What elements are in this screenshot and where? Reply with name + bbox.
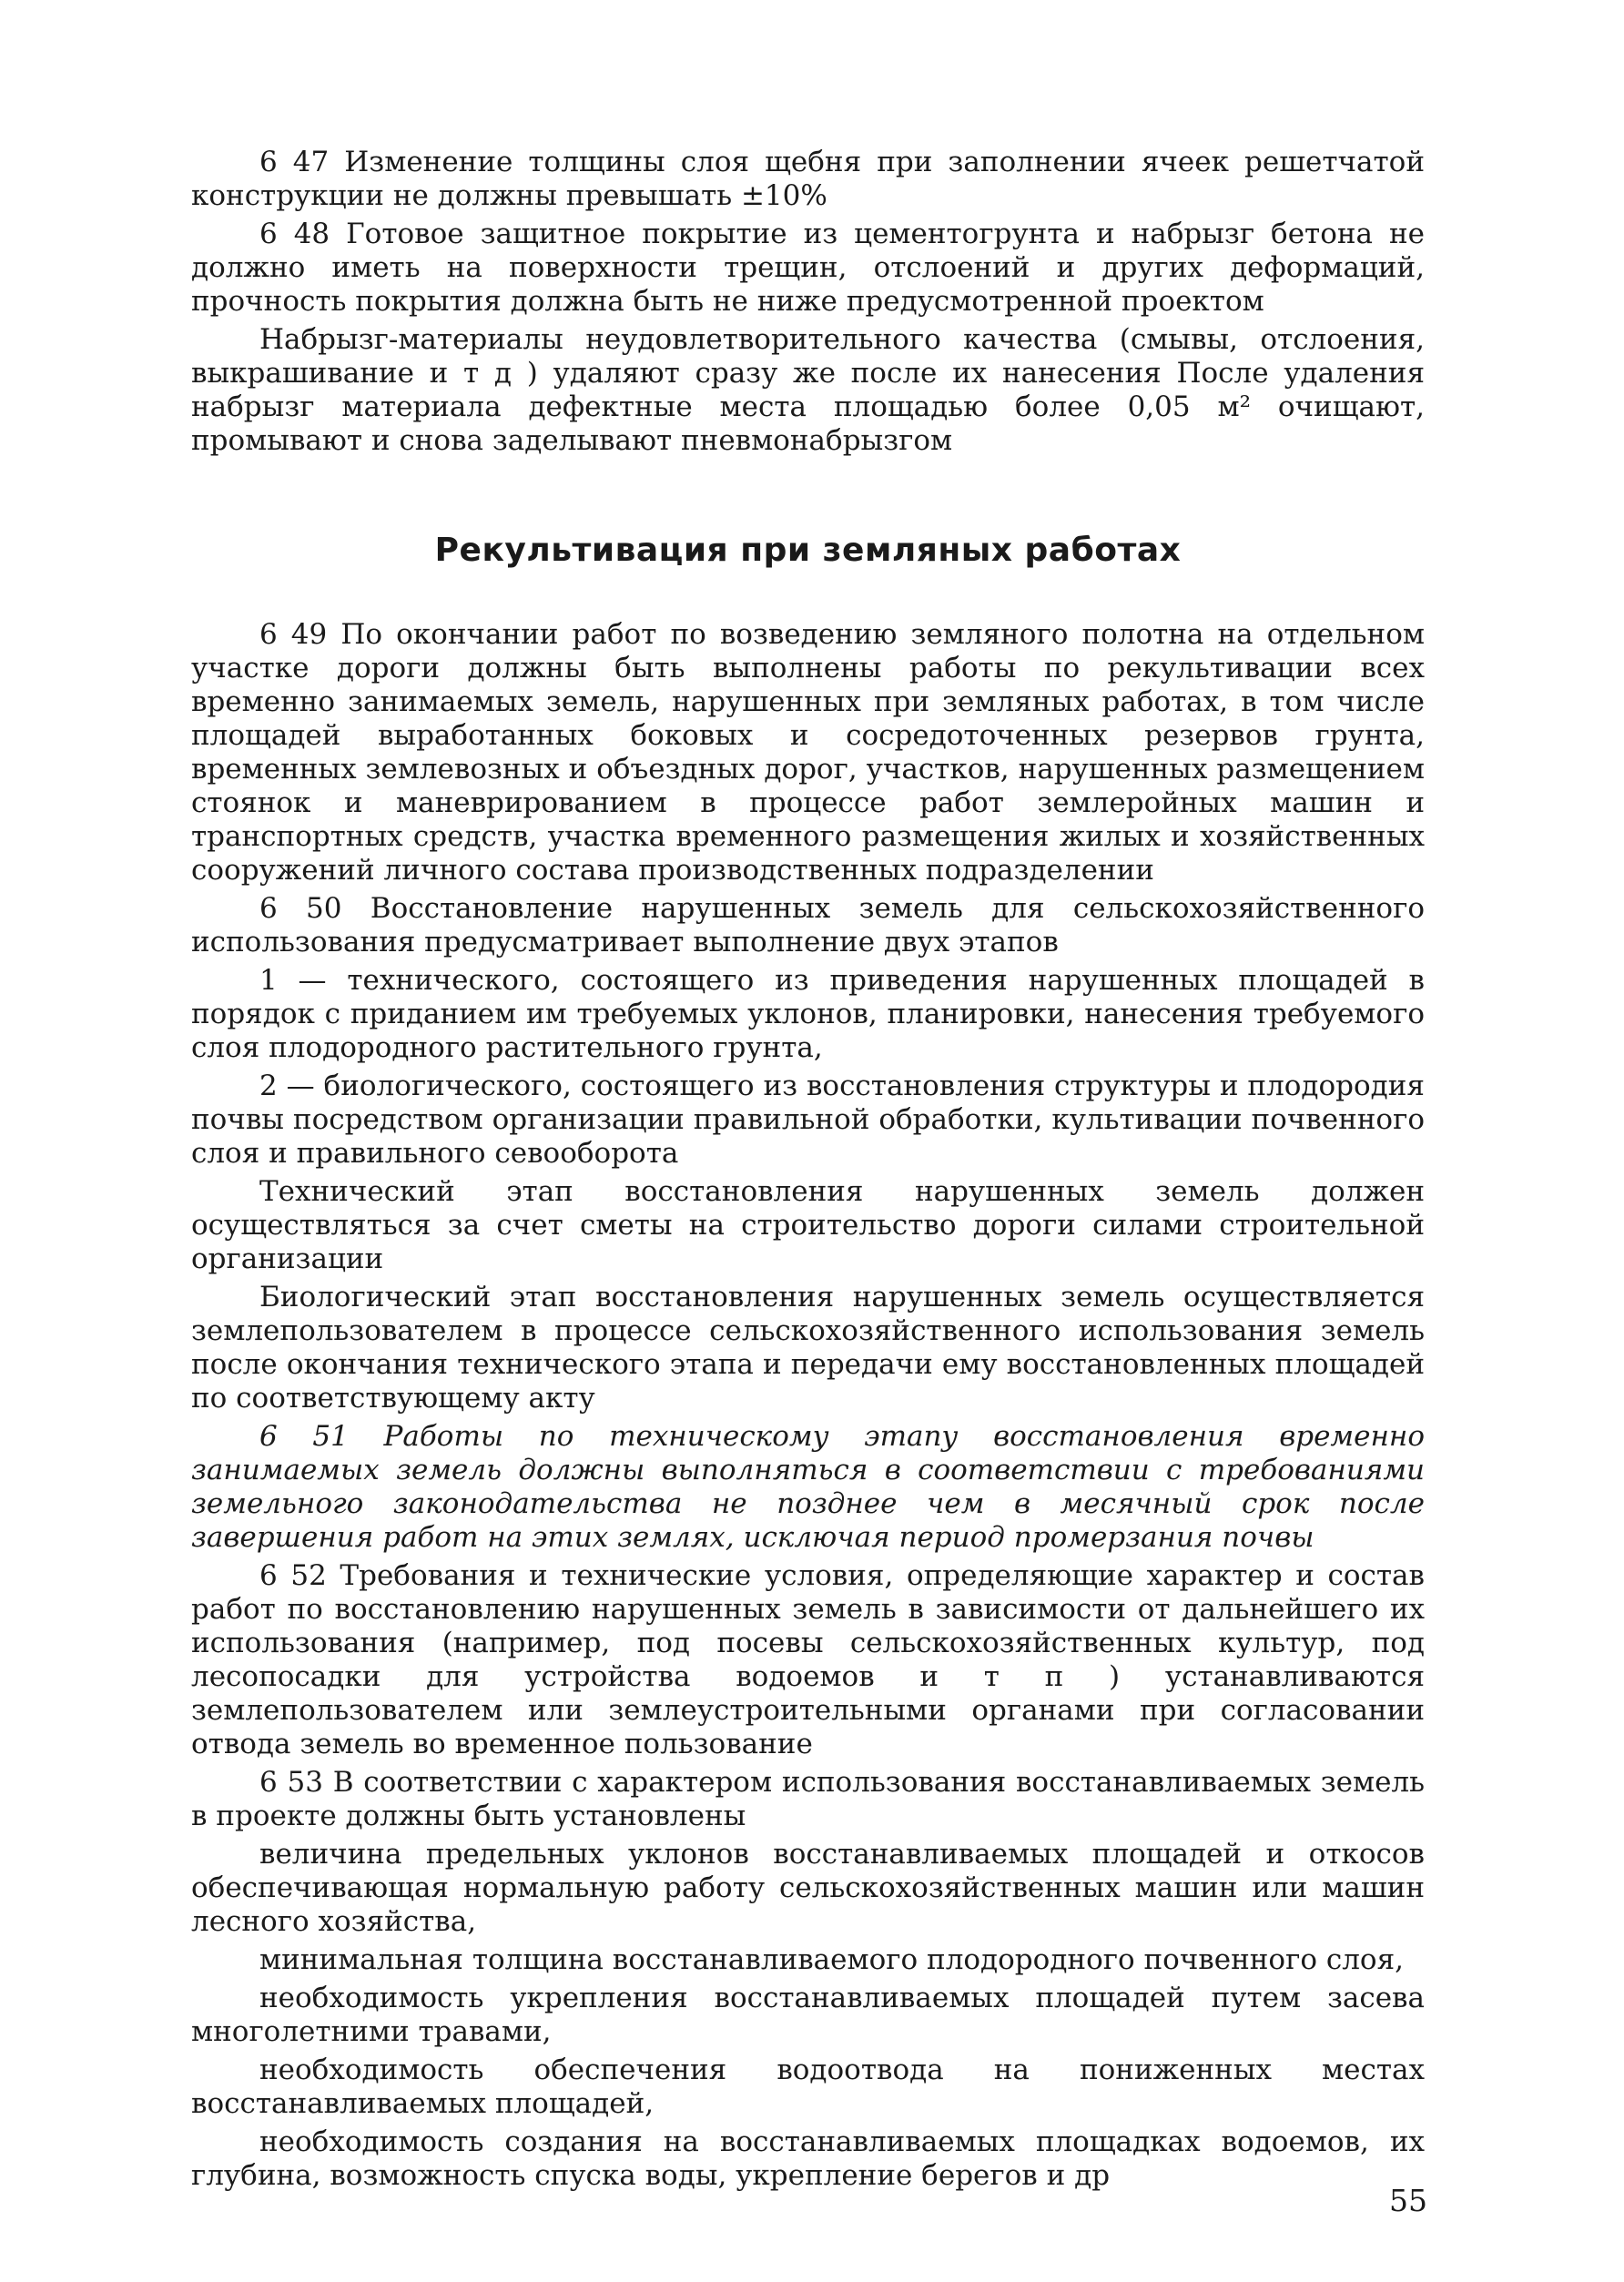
paragraph-6-50-stage-2: 2 — биологического, состоящего из восстановления структуры и плодородия почвы посредством организации правильной обработки, культивации почвенного слоя и правильного севооборота bbox=[191, 1070, 1425, 1170]
paragraph-6-52: 6 52 Требования и технические условия, определяющие характер и состав работ по восстановлению нарушенных земель в зависимости от дальнейшего их использования (например, под посевы сельскохозяйственных культур, под лесопосадки для устройства водоемов и т п ) устанавливаются землепользователем или землеустроительными органами при согласовании отвода земель во временное пользование bbox=[191, 1559, 1425, 1760]
section-heading: Рекультивация при земляных работах bbox=[434, 532, 1182, 569]
paragraph-6-50-stage-1: 1 — технического, состоящего из приведения нарушенных площадей в порядок с приданием им требуемых уклонов, планировки, нанесения требуемого слоя плодородного растительного грунта, bbox=[191, 964, 1425, 1064]
paragraph-6-47: 6 47 Изменение толщины слоя щебня при заполнении ячеек решетчатой конструкции не должны превышать ±10% bbox=[191, 146, 1425, 212]
paragraph-6-50-biological: Биологический этап восстановления нарушенных земель осуществляется землепользователем в процессе сельскохозяйственного использования земель после окончания технического этапа и передачи ему восстановленных площадей по соответствующему акту bbox=[191, 1281, 1425, 1415]
paragraph-6-49: 6 49 По окончании работ по возведению земляного полотна на отдельном участке дороги должны быть выполнены работы по рекультивации всех временно занимаемых земель, нарушенных при земляных работах, в том числе площадей выработанных боковых и сосредоточенных резервов грунта, временных землевозных и объездных дорог, участков, нарушенных размещением стоянок и маневрированием в процессе работ землеройных машин и транспортных средств, участка временного размещения жилых и хозяйственных сооружений личного состава производственных подразделении bbox=[191, 618, 1425, 887]
list-item-grass-sowing: необходимость укрепления восстанавливаемых площадей путем засева многолетними травами, bbox=[191, 1982, 1425, 2048]
paragraph-6-48-continued: Набрызг-материалы неудовлетворительного качества (смывы, отслоения, выкрашивание и т д ) удаляют сразу же после их нанесения После удаления набрызг материала дефектные места площадью более 0,05 м² очищают, промывают и снова заделывают пневмонабрызгом bbox=[191, 323, 1425, 457]
paragraph-6-53: 6 53 В соответствии с характером использования восстанавливаемых земель в проекте должны быть установлены bbox=[191, 1766, 1425, 1832]
paragraph-6-50: 6 50 Восстановление нарушенных земель для сельскохозяйственного использования предусматривает выполнение двух этапов bbox=[191, 892, 1425, 958]
list-item-drainage: необходимость обеспечения водоотвода на пониженных местах восстанавливаемых площадей, bbox=[191, 2054, 1425, 2120]
list-item-soil-thickness: минимальная толщина восстанавливаемого плодородного почвенного слоя, bbox=[259, 1943, 1404, 1976]
paragraph-6-50-technical: Технический этап восстановления нарушенных земель должен осуществляться за счет сметы на строительство дороги силами строительной организации bbox=[191, 1175, 1425, 1275]
list-item-reservoirs: необходимость создания на восстанавливаемых площадках водоемов, их глубина, возможность спуска воды, укрепление берегов и др bbox=[191, 2125, 1425, 2192]
paragraph-6-51: 6 51 Работы по техническому этапу восстановления временно занимаемых земель должны выполняться в соответствии с требованиями земельного законодательства не позднее чем в месячный срок после завершения работ на этих землях, исключая период промерзания почвы bbox=[191, 1420, 1425, 1554]
paragraph-6-48: 6 48 Готовое защитное покрытие из цементогрунта и набрызг бетона не должно иметь на поверхности трещин, отслоений и других деформаций, прочность покрытия должна быть не ниже предусмотренной проектом bbox=[191, 218, 1425, 318]
document-page bbox=[191, 146, 1425, 2197]
list-item-slopes: величина предельных уклонов восстанавливаемых площадей и откосов обеспечивающая нормальную работу сельскохозяйственных машин или машин лесного хозяйства, bbox=[191, 1838, 1425, 1938]
page-number: 55 bbox=[1389, 2183, 1427, 2218]
